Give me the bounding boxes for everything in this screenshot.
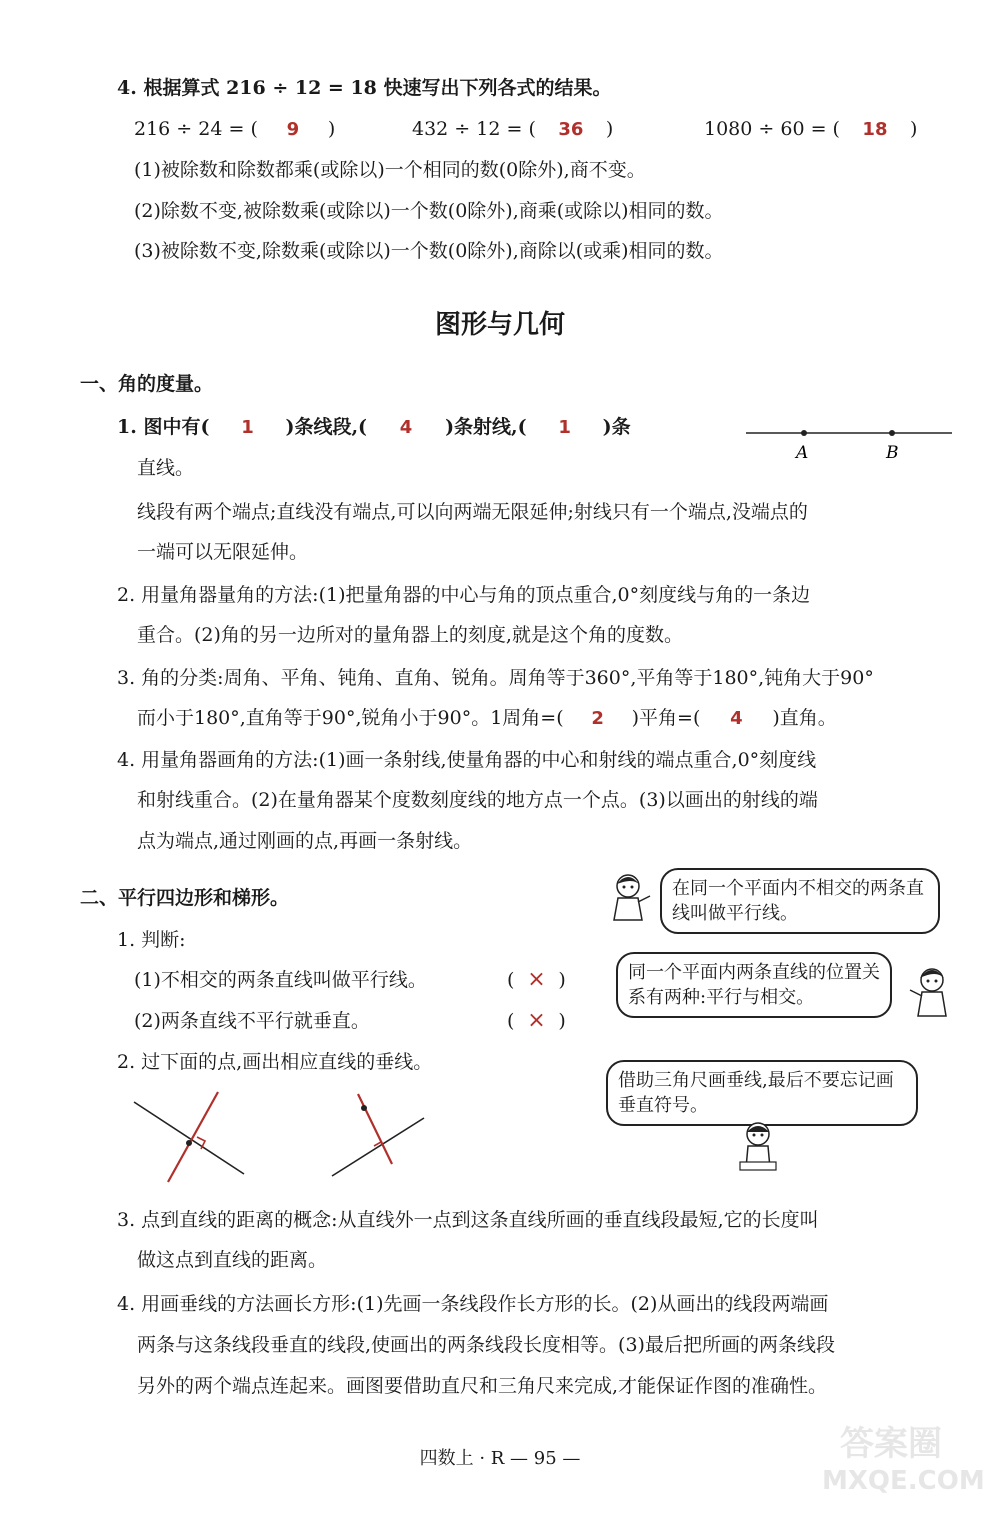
speech-bubble-parallel: 在同一个平面内不相交的两条直线叫做平行线。 — [660, 868, 940, 934]
eq1-text: 216 ÷ 24 = ( — [134, 118, 258, 140]
page-footer: 四数上 · R — 95 — — [419, 1448, 581, 1469]
judge-2-mark: × — [527, 1008, 546, 1033]
judge-1-paren-right: ) — [558, 969, 566, 991]
p1-q3-line-2 — [137, 706, 837, 731]
perpendicular-line-2 — [358, 1094, 392, 1164]
equation-1 — [134, 117, 335, 142]
p2-q2: 2. 过下面的点,画出相应直线的垂线。 — [117, 1051, 433, 1073]
rule-2: (2)除数不变,被除数乘(或除以)一个数(0除外),商乘(或除以)相同的数。 — [134, 200, 724, 222]
eq2-close: ) — [605, 118, 614, 140]
judge-2-answer — [507, 1009, 566, 1033]
p1-q3-text-c: )直角。 — [772, 707, 837, 729]
girl-cartoon-icon-2 — [906, 962, 956, 1022]
part2-heading: 二、平行四边形和梯形。 — [80, 887, 290, 909]
given-point-2 — [361, 1105, 367, 1111]
eq3-answer: 18 — [862, 119, 888, 140]
speech-bubble-relation: 同一个平面内两条直线的位置关系有两种:平行与相交。 — [616, 952, 892, 1018]
perpendicular-line-1 — [168, 1092, 218, 1182]
watermark-logo: 答案圈 — [840, 1424, 942, 1464]
p1-q1-text-a: 1. 图中有( — [117, 416, 210, 438]
section-title: 图形与几何 — [434, 310, 565, 340]
eq2-text: 432 ÷ 12 = ( — [412, 118, 536, 140]
eq1-close: ) — [327, 118, 336, 140]
p2-q4-line-2: 两条与这条线段垂直的线段,使画出的两条线段长度相等。(3)最后把所画的两条线段 — [137, 1334, 835, 1356]
p1-q1-answer-3: 1 — [558, 417, 571, 438]
p2-q4-line-3: 另外的两个端点连起来。画图要借助直尺和三角尺来完成,才能保证作图的准确性。 — [137, 1375, 828, 1397]
p1-q3-text-a: 而小于180°,直角等于90°,锐角小于90°。1周角=( — [137, 707, 564, 729]
p1-q1-exp-2: 一端可以无限延伸。 — [137, 541, 309, 563]
label-b: B — [886, 443, 899, 463]
eq3-text: 1080 ÷ 60 = ( — [704, 118, 840, 140]
perpendicular-diagram-2 — [320, 1080, 440, 1190]
boy-cartoon-icon — [734, 1118, 782, 1176]
judge-1-mark: × — [527, 967, 546, 992]
point-a — [801, 430, 807, 436]
eq1-answer: 9 — [286, 119, 300, 140]
p1-q1 — [117, 415, 631, 440]
p2-q3-line-1: 3. 点到直线的距离的概念:从直线外一点到这条直线所画的垂直线段最短,它的长度叫 — [117, 1209, 819, 1231]
girl-cartoon-icon — [606, 870, 656, 926]
eq3-close: ) — [909, 118, 918, 140]
equation-2 — [412, 117, 613, 142]
p1-q3-line-1: 3. 角的分类:周角、平角、钝角、直角、锐角。周角等于360°,平角等于180°,钝角大于90° — [117, 667, 874, 689]
label-a: A — [796, 443, 809, 463]
p2-q4-line-1: 4. 用画垂线的方法画长方形:(1)先画一条线段作长方形的长。(2)从画出的线段两端画 — [117, 1293, 829, 1315]
judge-1-paren-left: ( — [507, 969, 515, 991]
p1-q1-answer-2: 4 — [399, 417, 413, 438]
p1-q1-text-d: )条 — [602, 416, 631, 438]
judge-1: (1)不相交的两条直线叫做平行线。 — [134, 969, 427, 991]
eq2-answer: 36 — [558, 119, 584, 140]
perpendicular-diagram-1 — [120, 1080, 260, 1190]
rule-1: (1)被除数和除数都乘(或除以)一个相同的数(0除外),商不变。 — [134, 159, 646, 181]
p2-q1: 1. 判断: — [117, 929, 186, 951]
equation-3 — [704, 117, 917, 142]
p1-q2-line-2: 重合。(2)角的另一边所对的量角器上的刻度,就是这个角的度数。 — [137, 624, 683, 646]
p1-q1-text-c: )条射线,( — [445, 416, 527, 438]
judge-2: (2)两条直线不平行就垂直。 — [134, 1010, 370, 1032]
p1-q3-answer-1: 2 — [591, 708, 604, 729]
p1-q1-text-b: )条线段,( — [285, 416, 368, 438]
p1-q4-line-2: 和射线重合。(2)在量角器某个度数刻度线的地方点一个点。(3)以画出的射线的端 — [137, 789, 818, 811]
given-point-1 — [186, 1140, 192, 1146]
p1-q1-line2: 直线。 — [137, 457, 195, 479]
part1-heading: 一、角的度量。 — [80, 373, 214, 395]
point-b — [889, 430, 895, 436]
given-line-2 — [332, 1118, 424, 1176]
rule-3: (3)被除数不变,除数乘(或除以)一个数(0除外),商除以(或乘)相同的数。 — [134, 240, 724, 262]
p1-q3-answer-2: 4 — [730, 708, 743, 729]
speech-bubble-triangle-ruler: 借助三角尺画垂线,最后不要忘记画垂直符号。 — [606, 1060, 918, 1126]
q4-stem: 4. 根据算式 216 ÷ 12 = 18 快速写出下列各式的结果。 — [117, 77, 612, 99]
given-line-1 — [134, 1102, 244, 1174]
p2-q3-line-2: 做这点到直线的距离。 — [137, 1249, 328, 1271]
p1-q4-line-3: 点为端点,通过刚画的点,再画一条射线。 — [137, 830, 473, 852]
p1-q3-text-b: )平角=( — [631, 707, 701, 729]
watermark-url: MXQE.COM — [822, 1466, 985, 1496]
p1-q1-exp-1: 线段有两个端点;直线没有端点,可以向两端无限延伸;射线只有一个端点,没端点的 — [137, 501, 808, 523]
judge-2-paren-right: ) — [558, 1010, 566, 1032]
p1-q4-line-1: 4. 用量角器画角的方法:(1)画一条射线,使量角器的中心和射线的端点重合,0°刻度线 — [117, 749, 817, 771]
p1-q2-line-1: 2. 用量角器量角的方法:(1)把量角器的中心与角的顶点重合,0°刻度线与角的一条边 — [117, 584, 811, 606]
judge-2-paren-left: ( — [507, 1010, 515, 1032]
judge-1-answer — [507, 968, 566, 992]
p1-q1-answer-1: 1 — [241, 417, 254, 438]
line-diagram — [740, 420, 960, 470]
